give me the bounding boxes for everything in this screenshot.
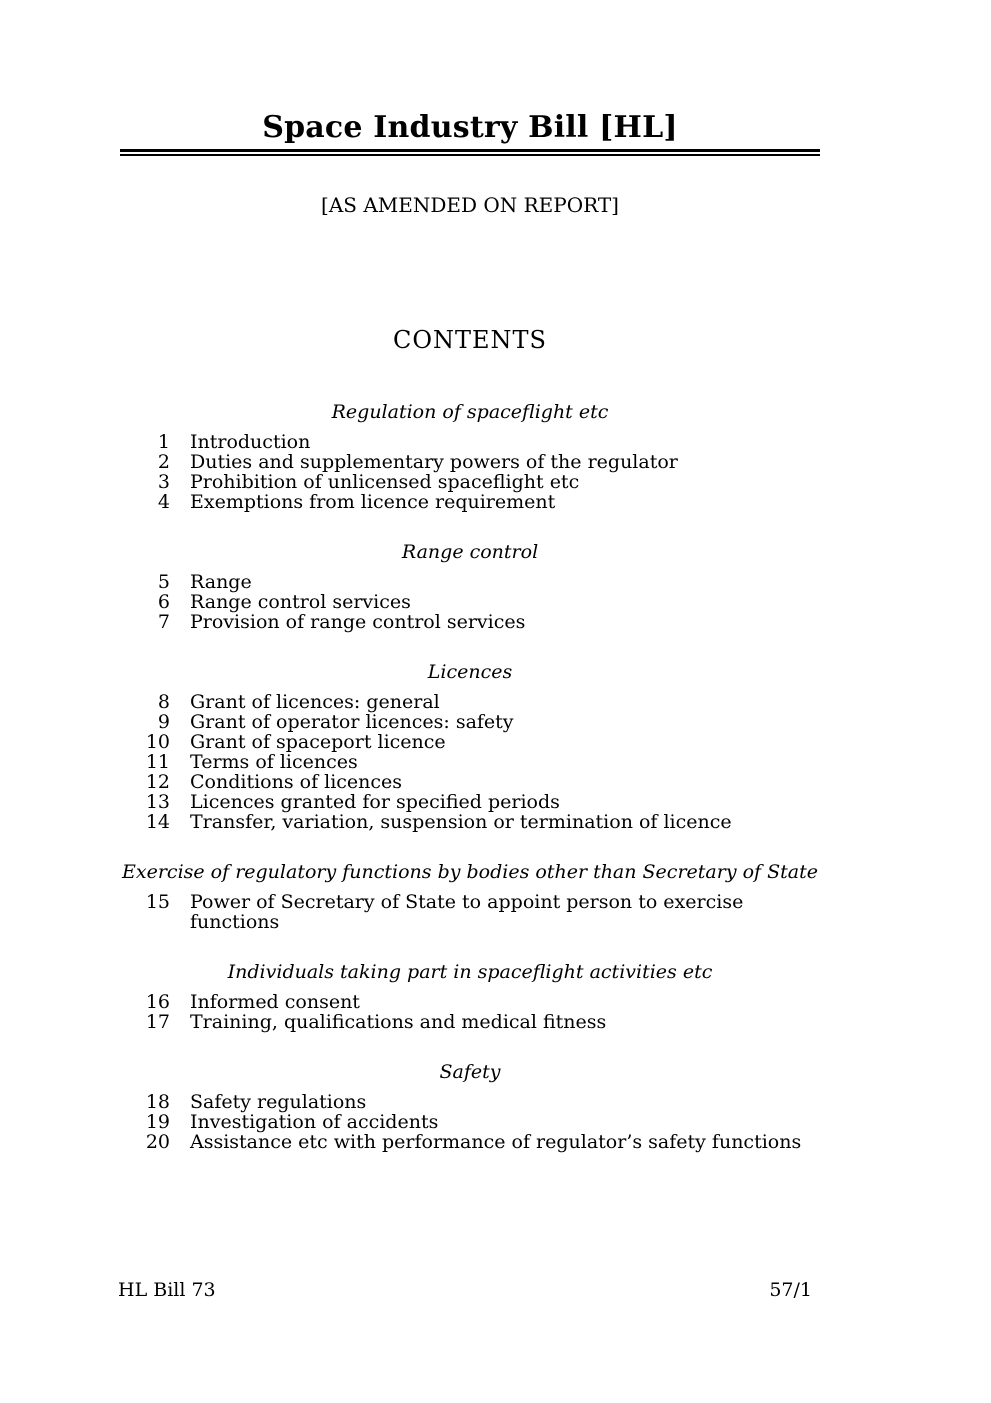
clause-title: Power of Secretary of State to appoint person to exercise functions xyxy=(190,891,744,933)
clause-number: 4 xyxy=(157,491,170,513)
bill-title: Space Industry Bill [HL] xyxy=(262,110,678,145)
toc-section-heading: Safety xyxy=(439,1061,501,1083)
clause-title: Safety regulations xyxy=(190,1091,367,1113)
clause-title: Training, qualifications and medical fitness xyxy=(190,1011,607,1033)
clause-number: 17 xyxy=(145,1011,170,1033)
clause-title: Provision of range control services xyxy=(190,611,526,633)
toc-section-items xyxy=(120,1092,820,1152)
clause-number: 9 xyxy=(157,711,170,733)
print-code: 57/1 xyxy=(769,1279,812,1301)
table-of-contents xyxy=(120,402,820,1152)
toc-section-items xyxy=(120,892,820,932)
toc-section-heading: Regulation of spaceflight etc xyxy=(331,401,609,423)
toc-section xyxy=(120,542,820,632)
clause-title: Terms of licences xyxy=(190,751,358,773)
clause-number: 3 xyxy=(157,471,170,493)
toc-item xyxy=(120,572,820,592)
contents-heading: CONTENTS xyxy=(392,326,547,354)
toc-item xyxy=(120,772,820,792)
toc-item xyxy=(120,712,820,732)
clause-number: 6 xyxy=(157,591,170,613)
clause-title: Licences granted for specified periods xyxy=(190,791,560,813)
clause-number: 2 xyxy=(157,451,170,473)
clause-title: Grant of operator licences: safety xyxy=(190,711,514,733)
clause-number: 15 xyxy=(145,891,170,913)
page-footer xyxy=(118,1280,812,1300)
toc-section xyxy=(120,962,820,1032)
toc-section-heading: Range control xyxy=(401,541,539,563)
toc-item xyxy=(120,892,820,932)
toc-section-heading: Exercise of regulatory functions by bodies other than Secretary of State xyxy=(122,861,818,883)
toc-item xyxy=(120,492,820,512)
toc-section-items xyxy=(120,572,820,632)
toc-item xyxy=(120,732,820,752)
toc-item xyxy=(120,452,820,472)
clause-title: Grant of spaceport licence xyxy=(190,731,446,753)
toc-section-heading: Individuals taking part in spaceflight activities etc xyxy=(227,961,713,983)
toc-section xyxy=(120,402,820,512)
clause-number: 5 xyxy=(157,571,170,593)
bill-number: HL Bill 73 xyxy=(118,1279,216,1301)
toc-section xyxy=(120,1062,820,1152)
toc-section-items xyxy=(120,692,820,832)
clause-title: Introduction xyxy=(190,431,311,453)
clause-number: 19 xyxy=(145,1111,170,1133)
clause-number: 11 xyxy=(145,751,170,773)
toc-item xyxy=(120,992,820,1012)
toc-section-items xyxy=(120,992,820,1032)
toc-item xyxy=(120,1132,820,1152)
clause-title: Duties and supplementary powers of the regulator xyxy=(190,451,678,473)
clause-number: 18 xyxy=(145,1091,170,1113)
clause-title: Transfer, variation, suspension or termination of licence xyxy=(190,811,732,833)
toc-section-heading: Licences xyxy=(427,661,513,683)
toc-item xyxy=(120,592,820,612)
clause-title: Assistance etc with performance of regulator’s safety functions xyxy=(190,1131,802,1153)
toc-item xyxy=(120,812,820,832)
clause-number: 20 xyxy=(145,1131,170,1153)
toc-item xyxy=(120,1092,820,1112)
toc-item xyxy=(120,472,820,492)
clause-title: Grant of licences: general xyxy=(190,691,440,713)
clause-title: Prohibition of unlicensed spaceflight etc xyxy=(190,471,580,493)
toc-section xyxy=(120,662,820,832)
toc-item xyxy=(120,692,820,712)
toc-item xyxy=(120,1012,820,1032)
amended-on-report-note: [AS AMENDED ON REPORT] xyxy=(321,193,619,217)
clause-number: 16 xyxy=(145,991,170,1013)
clause-number: 14 xyxy=(145,811,170,833)
toc-item xyxy=(120,432,820,452)
toc-section-items xyxy=(120,432,820,512)
clause-number: 7 xyxy=(157,611,170,633)
toc-section xyxy=(120,862,820,932)
toc-item xyxy=(120,612,820,632)
clause-title: Range control services xyxy=(190,591,411,613)
clause-title: Conditions of licences xyxy=(190,771,403,793)
clause-number: 12 xyxy=(145,771,170,793)
toc-item xyxy=(120,1112,820,1132)
clause-title: Range xyxy=(190,571,252,593)
clause-number: 1 xyxy=(157,431,170,453)
clause-number: 8 xyxy=(157,691,170,713)
toc-item xyxy=(120,752,820,772)
clause-title: Investigation of accidents xyxy=(190,1111,439,1133)
title-double-rule xyxy=(120,149,820,156)
clause-title: Informed consent xyxy=(190,991,360,1013)
toc-item xyxy=(120,792,820,812)
clause-number: 13 xyxy=(145,791,170,813)
clause-number: 10 xyxy=(145,731,170,753)
clause-title: Exemptions from licence requirement xyxy=(190,491,556,513)
